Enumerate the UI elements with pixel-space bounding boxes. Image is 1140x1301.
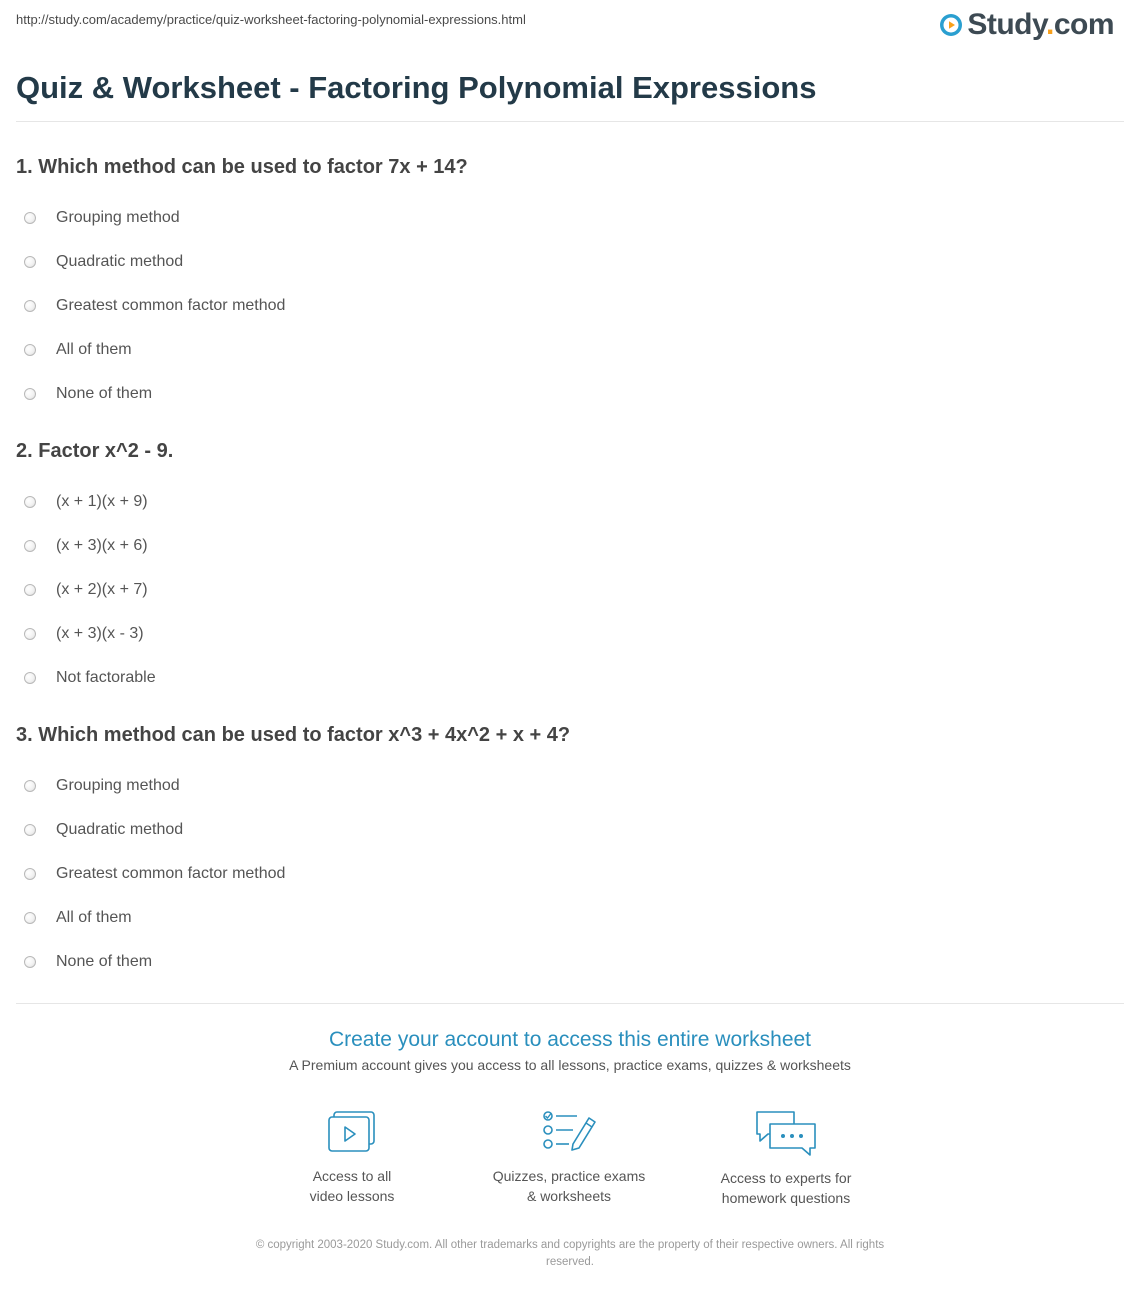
page-url: http://study.com/academy/practice/quiz-worksheet-factoring-polynomial-expressions.html (16, 12, 526, 27)
question-list (16, 152, 1124, 984)
logo-wordmark: Study.com (967, 8, 1114, 41)
radio-button[interactable] (24, 496, 36, 508)
radio-button[interactable] (24, 540, 36, 552)
signup-cta (0, 1025, 1140, 1073)
play-logo-icon (939, 13, 963, 37)
answer-option[interactable] (16, 328, 1124, 372)
radio-button[interactable] (24, 584, 36, 596)
chat-bubbles-icon (754, 1108, 818, 1158)
question-2 (16, 436, 1124, 700)
feature-text: Quizzes, practice exams & worksheets (492, 1168, 646, 1204)
option-label: Grouping method (56, 777, 180, 794)
radio-button[interactable] (24, 956, 36, 968)
radio-button[interactable] (24, 672, 36, 684)
top-bar (0, 0, 1140, 60)
questions-divider (16, 1003, 1124, 1004)
radio-button[interactable] (24, 388, 36, 400)
option-label: Quadratic method (56, 253, 184, 270)
cta-subtitle: A Premium account gives you access to all lessons, practice exams, quizzes & worksheets (289, 1057, 851, 1073)
option-label: (x + 2)(x + 7) (56, 581, 148, 598)
option-label: None of them (56, 385, 153, 402)
option-label: Not factorable (56, 669, 156, 686)
copyright-notice: © copyright 2003-2020 Study.com. All other trademarks and copyrights are the property of their respective owners. All rights reserved. (255, 1239, 885, 1268)
option-label: Greatest common factor method (56, 865, 286, 882)
answer-option[interactable] (16, 240, 1124, 284)
page-title: Quiz & Worksheet - Factoring Polynomial Expressions (16, 70, 817, 105)
quiz-checklist-icon (541, 1108, 597, 1156)
radio-button[interactable] (24, 824, 36, 836)
answer-option[interactable] (16, 568, 1124, 612)
radio-button[interactable] (24, 628, 36, 640)
radio-button[interactable] (24, 780, 36, 792)
answer-option[interactable] (16, 852, 1124, 896)
option-label: All of them (56, 341, 132, 358)
feature-text: Access to experts for homework questions (720, 1170, 852, 1206)
answer-option[interactable] (16, 896, 1124, 940)
answer-option[interactable] (16, 524, 1124, 568)
question-title: 1. Which method can be used to factor 7x + 14? (16, 156, 468, 178)
radio-button[interactable] (24, 256, 36, 268)
option-label: Greatest common factor method (56, 297, 286, 314)
title-divider (16, 121, 1124, 122)
option-label: (x + 1)(x + 9) (56, 493, 148, 510)
radio-button[interactable] (24, 300, 36, 312)
study-logo[interactable] (939, 8, 1114, 42)
answer-option[interactable] (16, 656, 1124, 700)
answer-option[interactable] (16, 196, 1124, 240)
video-lesson-icon (326, 1108, 378, 1156)
answer-option[interactable] (16, 372, 1124, 416)
feature-quizzes (479, 1108, 659, 1206)
answer-option[interactable] (16, 764, 1124, 808)
answer-option[interactable] (16, 612, 1124, 656)
answer-option[interactable] (16, 808, 1124, 852)
radio-button[interactable] (24, 868, 36, 880)
radio-button[interactable] (24, 212, 36, 224)
feature-experts (696, 1108, 876, 1208)
answer-option[interactable] (16, 940, 1124, 984)
question-1 (16, 152, 1124, 416)
option-label: (x + 3)(x + 6) (56, 537, 148, 554)
answer-option[interactable] (16, 284, 1124, 328)
create-account-link[interactable]: Create your account to access this entire worksheet (328, 1028, 812, 1051)
option-label: (x + 3)(x - 3) (56, 625, 144, 642)
radio-button[interactable] (24, 344, 36, 356)
option-label: All of them (56, 909, 132, 926)
option-label: Quadratic method (56, 821, 184, 838)
option-label: Grouping method (56, 209, 180, 226)
question-title: 2. Factor x^2 - 9. (16, 440, 174, 462)
question-title: 3. Which method can be used to factor x^3 + 4x^2 + x + 4? (16, 724, 571, 746)
option-label: None of them (56, 953, 153, 970)
feature-text: Access to all video lessons (309, 1168, 395, 1204)
answer-option[interactable] (16, 480, 1124, 524)
radio-button[interactable] (24, 912, 36, 924)
premium-features (0, 1108, 1140, 1208)
feature-video-lessons (262, 1108, 442, 1206)
question-3 (16, 720, 1124, 984)
